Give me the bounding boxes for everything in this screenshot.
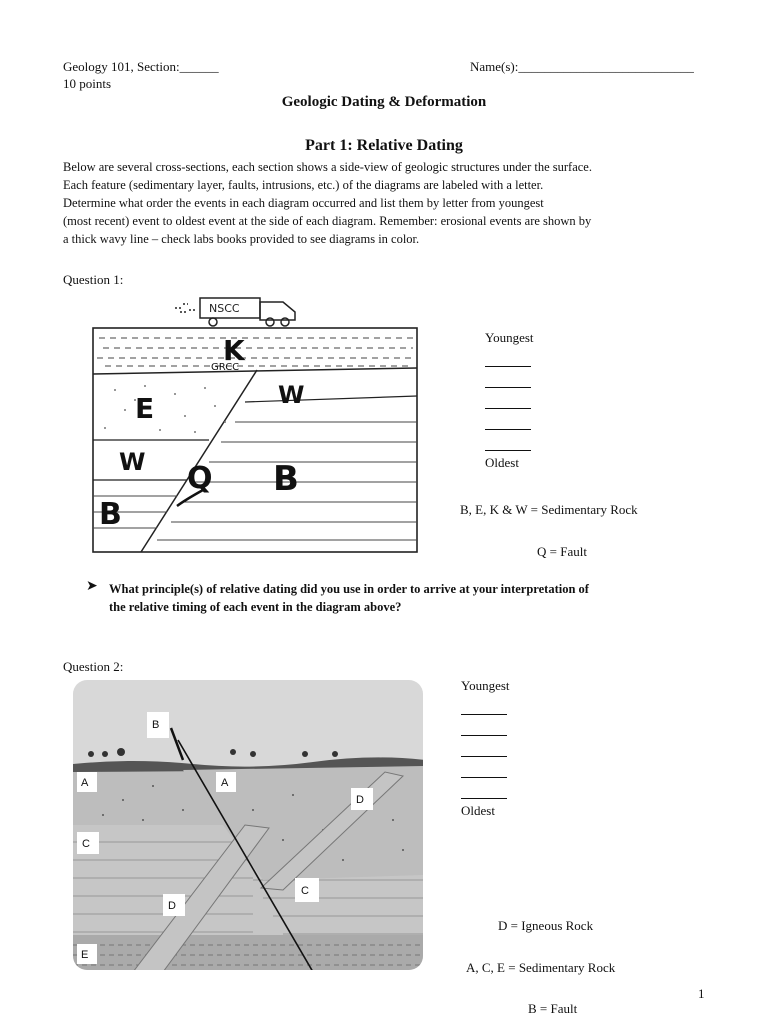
label-box-a-left: A — [81, 777, 89, 789]
answer-blank[interactable] — [485, 367, 531, 388]
fault-tag: GRCC — [211, 362, 240, 373]
youngest-label: Youngest — [461, 678, 510, 693]
points-text: 10 points — [63, 76, 112, 91]
layer-label-w-right: W — [278, 381, 305, 409]
intro-paragraph — [63, 158, 713, 248]
youngest-label: Youngest — [485, 330, 534, 345]
label-box-d-left: D — [168, 900, 176, 912]
layer-label-k: K — [223, 334, 245, 367]
question-1-answer-column — [485, 330, 605, 471]
intro-line: Determine what order the events in each diagram occurred and list them by letter from youngest — [63, 196, 544, 210]
fault-label-q: Q — [187, 461, 213, 496]
course-section-line: Geology 101, Section:______ — [63, 59, 219, 74]
label-box-b: B — [152, 719, 160, 731]
question-2-label: Question 2: — [63, 659, 124, 674]
question-2-legend-fault: B = Fault — [528, 1001, 578, 1016]
question-2-legend-sedimentary: A, C, E = Sedimentary Rock — [466, 960, 616, 975]
bullet-arrow-icon: ➤ — [86, 578, 98, 594]
label-box-a-right: A — [221, 777, 229, 789]
truck-label: NSCC — [209, 302, 240, 315]
answer-blank[interactable] — [485, 388, 531, 409]
question-1-cross-section — [85, 290, 425, 560]
oldest-label: Oldest — [485, 455, 519, 470]
question-1-legend-fault: Q = Fault — [537, 544, 587, 559]
answer-blank[interactable] — [461, 778, 507, 799]
intro-line: (most recent) event to oldest event at the side of each diagram. Remember: erosional events are shown by — [63, 214, 592, 228]
answer-blank[interactable] — [461, 757, 507, 778]
question-1-legend-sedimentary: B, E, K & W = Sedimentary Rock — [460, 502, 638, 517]
layer-label-w-left: W — [119, 448, 146, 476]
truck-icon — [175, 298, 295, 326]
page-number: 1 — [698, 986, 705, 1001]
answer-blank[interactable] — [461, 715, 507, 736]
question-2-cross-section — [73, 680, 425, 972]
answer-blank[interactable] — [461, 694, 507, 715]
layer-label-b-left: B — [99, 497, 122, 532]
principle-question — [109, 580, 729, 616]
layer-label-e: E — [135, 392, 155, 425]
answer-blank[interactable] — [485, 430, 531, 451]
intro-line: a thick wavy line – check labs books provided to see diagrams in color. — [63, 232, 420, 246]
layer-label-b-right: B — [273, 459, 299, 499]
label-box-c-right: C — [301, 885, 309, 897]
document-title: Geologic Dating & Deformation — [281, 94, 487, 110]
intro-line: Below are several cross-sections, each section shows a side-view of geologic structures under the surface. — [63, 160, 592, 174]
question-2-answer-column — [461, 678, 581, 819]
oldest-label: Oldest — [461, 803, 495, 818]
answer-blank[interactable] — [485, 346, 531, 367]
intro-line: Each feature (sedimentary layer, faults, intrusions, etc.) of the diagrams are labeled with a letter. — [63, 178, 544, 192]
question-1-label: Question 1: — [63, 272, 124, 287]
part-title: Part 1: Relative Dating — [305, 137, 463, 154]
question-2-legend-igneous: D = Igneous Rock — [498, 918, 594, 933]
answer-blank[interactable] — [485, 409, 531, 430]
answer-blank[interactable] — [461, 736, 507, 757]
principle-question-line: What principle(s) of relative dating did you use in order to arrive at your interpretation of — [109, 582, 589, 596]
label-box-d-right: D — [356, 794, 364, 806]
name-field-line: Name(s):___________________________ — [470, 59, 694, 74]
label-box-c-left: C — [82, 838, 90, 850]
label-box-e: E — [81, 949, 89, 961]
principle-question-line: the relative timing of each event in the diagram above? — [109, 600, 402, 614]
